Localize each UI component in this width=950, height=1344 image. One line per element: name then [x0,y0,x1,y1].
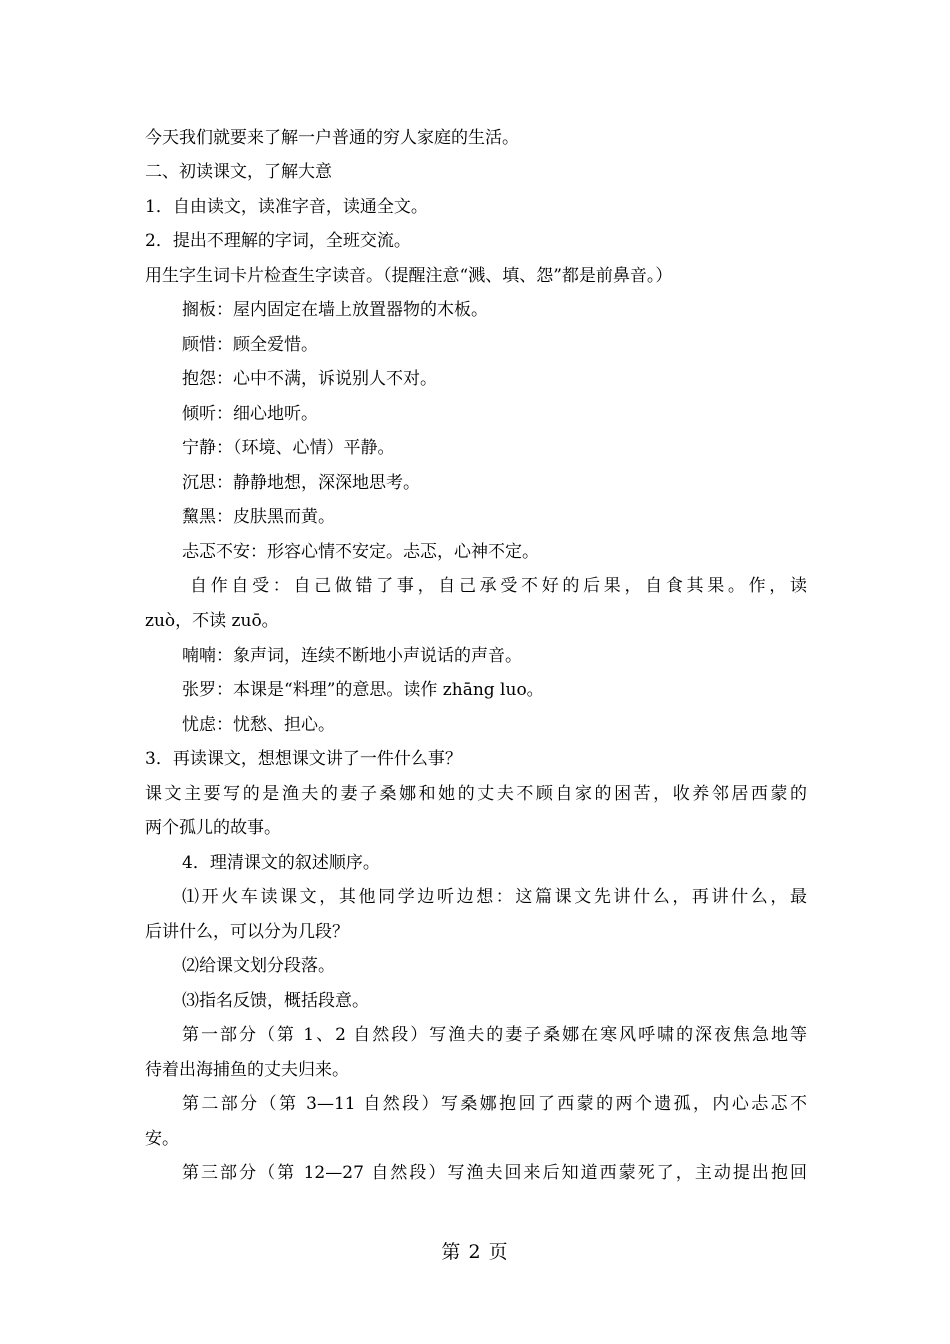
vocab-definition: 忐忑不安：形容心情不安定。忐忑，心神不定。 [182,542,539,562]
step-item: 1．自由读文，读准字音，读通全文。 [145,197,428,217]
vocab-definition: 抱怨：心中不满，诉说别人不对。 [182,369,437,389]
vocab-definition: 顾惜：顾全爱惜。 [182,335,318,355]
vocab-definition-continued: zuò，不读 zuō。 [145,611,279,631]
body-text-line: 两个孤儿的故事。 [145,818,281,838]
vocab-definition: 忧虑：忧愁、担心。 [182,715,335,735]
vocab-definition: 倾听：细心地听。 [182,404,318,424]
body-text-line: 用生字生词卡片检查生字读音。（提醒注意“溅、填、怨”都是前鼻音。） [145,266,673,286]
vocab-definition: 黧黑：皮肤黑而黄。 [182,507,335,527]
body-text-line: 课文主要写的是渔夫的妻子桑娜和她的丈夫不顾自家的困苦，收养邻居西蒙的 [145,784,807,804]
body-text-line: 安。 [145,1129,179,1149]
sub-step-item: ⑴开火车读课文，其他同学边听边想：这篇课文先讲什么，再讲什么，最 [182,887,807,907]
body-text-line: 待着出海捕鱼的丈夫归来。 [145,1060,349,1080]
vocab-definition: 张罗：本课是“料理”的意思。读作 zhāng luo。 [182,680,544,700]
step-item: 3．再读课文，想想课文讲了一件什么事？ [145,749,462,769]
section-summary: 第三部分（第 12—27 自然段）写渔夫回来后知道西蒙死了，主动提出抱回 [182,1163,807,1183]
vocab-definition: 搁板：屋内固定在墙上放置器物的木板。 [182,300,488,320]
sub-step-item: ⑵给课文划分段落。 [182,956,335,976]
sub-step-item: ⑶指名反馈，概括段意。 [182,991,369,1011]
body-text-line: 今天我们就要来了解一户普通的穷人家庭的生活。 [145,128,519,148]
vocab-definition: 喃喃：象声词，连续不断地小声说话的声音。 [182,646,522,666]
section-summary: 第二部分（第 3—11 自然段）写桑娜抱回了西蒙的两个遗孤，内心忐忑不 [182,1094,807,1114]
vocab-definition: 自作自受：自己做错了事，自己承受不好的后果，自食其果。作，读 [190,576,807,596]
section-heading: 二、初读课文，了解大意 [145,162,332,182]
section-summary: 第一部分（第 1、2 自然段）写渔夫的妻子桑娜在寒风呼啸的深夜焦急地等 [182,1025,807,1045]
step-item: 4．理清课文的叙述顺序。 [182,853,380,873]
body-text-line: 后讲什么，可以分为几段？ [145,922,349,942]
vocab-definition: 沉思：静静地想，深深地思考。 [182,473,420,493]
vocab-definition: 宁静：（环境、心情）平静。 [182,438,395,458]
page-number: 第 2 页 [441,1241,509,1263]
step-item: 2．提出不理解的字词，全班交流。 [145,231,411,251]
